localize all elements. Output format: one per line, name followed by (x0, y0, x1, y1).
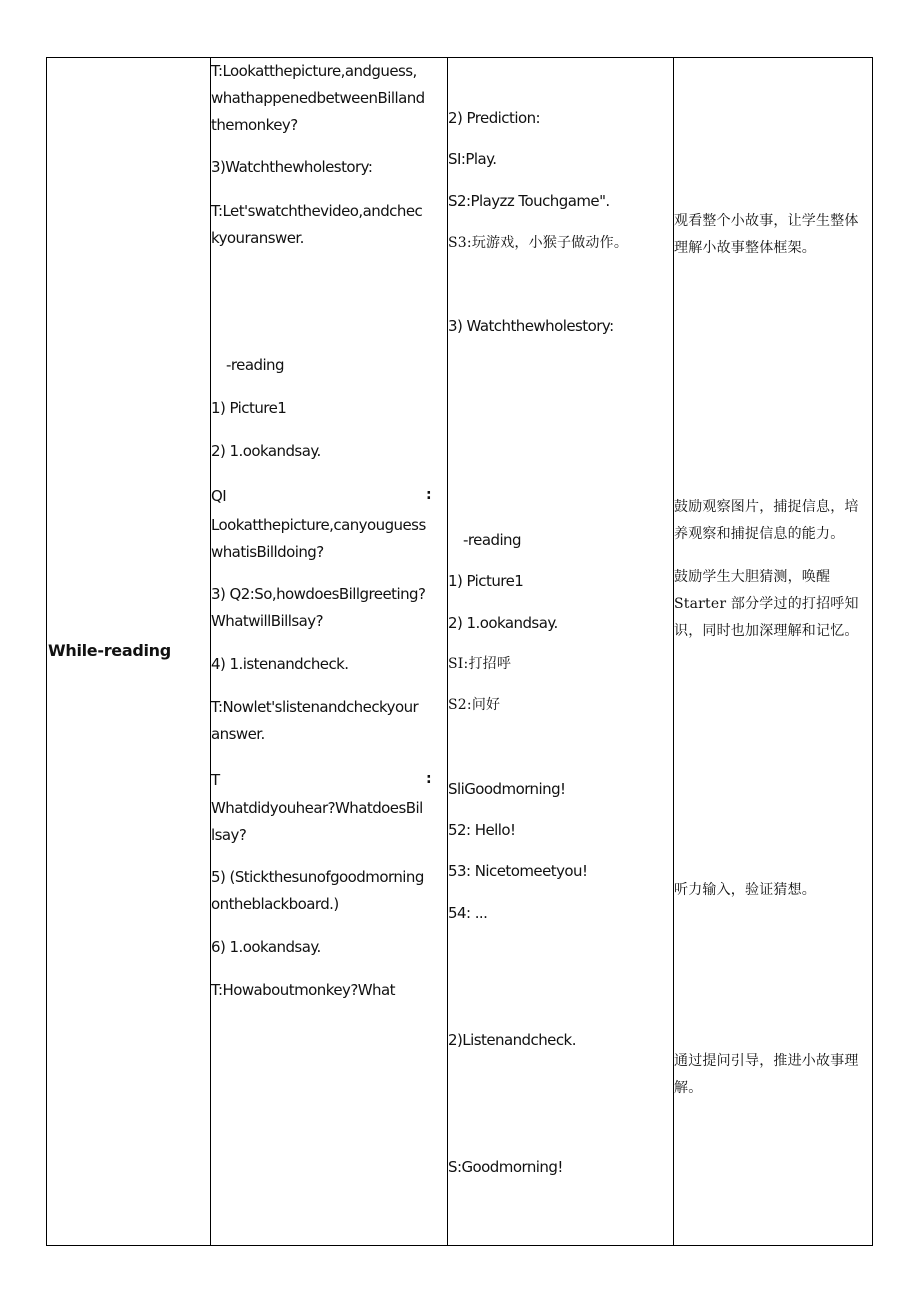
teacher-line: QI (211, 487, 227, 505)
intent-line: 解。 (674, 1080, 703, 1096)
student-line: S:Goodmorning! (448, 1158, 563, 1176)
student-line: S2:Playzz Touchgame". (448, 192, 610, 210)
teacher-activities-cell (211, 58, 447, 1245)
student-line: SI:打招呼 (448, 656, 512, 672)
teacher-line: kyouranswer. (211, 229, 304, 247)
teacher-line: ontheblackboard.) (211, 895, 339, 913)
teacher-line: 3) Q2:So,howdoesBillgreeting? (211, 585, 426, 603)
teacher-line: T:Nowlet'slistenandcheckyour (211, 698, 419, 716)
student-line: SI:Play. (448, 150, 497, 168)
intent-line: 养观察和捕捉信息的能力。 (674, 526, 845, 542)
stage-label: While-reading (48, 641, 171, 660)
teacher-line: 6) 1.ookandsay. (211, 938, 321, 956)
student-line: 52: Hello! (448, 821, 516, 839)
teacher-line: 4) 1.istenandcheck. (211, 655, 349, 673)
student-line: 53: Nicetomeetyou! (448, 862, 588, 880)
intent-line: 鼓励观察图片，捕捉信息，培 (674, 499, 859, 515)
student-activities-cell (448, 58, 673, 1245)
student-line: S3:玩游戏，小猴子做动作。 (448, 235, 629, 251)
design-intent-cell (674, 58, 873, 1245)
teacher-line: WhatwillBillsay? (211, 612, 324, 630)
lesson-table (46, 57, 873, 1246)
stage-cell (47, 58, 210, 1245)
teacher-line: Lookatthepicture,canyouguess (211, 516, 426, 534)
intent-line: 理解小故事整体框架。 (674, 240, 816, 256)
intent-line: 鼓励学生大胆猜测，唤醒 (674, 569, 831, 585)
intent-line: 识，同时也加深理解和记忆。 (674, 623, 859, 639)
teacher-line: 5) (Stickthesunofgoodmorning (211, 868, 424, 886)
student-line: 1) Picture1 (448, 572, 524, 590)
teacher-line: 2) 1.ookandsay. (211, 442, 321, 460)
teacher-line: answer. (211, 725, 265, 743)
intent-line: 观看整个小故事，让学生整体 (674, 213, 859, 229)
intent-line: 听力输入，验证猜想。 (674, 882, 816, 898)
teacher-line: Whatdidyouhear?WhatdoesBil (211, 799, 423, 817)
teacher-line: -reading (226, 356, 284, 374)
teacher-line: whatisBilldoing? (211, 543, 324, 561)
teacher-line: whathappenedbetweenBilland (211, 89, 425, 107)
intent-line: Starter 部分学过的打招呼知 (674, 596, 859, 612)
teacher-line: lsay? (211, 826, 247, 844)
teacher-line: 3)Watchthewholestory: (211, 158, 373, 176)
intent-line: 通过提问引导，推进小故事理 (674, 1053, 859, 1069)
teacher-line: T (211, 771, 220, 789)
teacher-line: T:Lookatthepicture,andguess, (211, 62, 417, 80)
student-line: 2)Listenandcheck. (448, 1031, 576, 1049)
student-line: 3) Watchthewholestory: (448, 317, 614, 335)
teacher-line: T:Let'swatchthevideo,andchec (211, 202, 423, 220)
student-line: SliGoodmorning! (448, 780, 566, 798)
student-line: 54: ... (448, 904, 488, 922)
teacher-line: T:Howaboutmonkey?What (211, 981, 395, 999)
student-line: -reading (463, 531, 521, 549)
teacher-line: themonkey? (211, 116, 298, 134)
teacher-colon: : (426, 487, 432, 503)
teacher-colon: : (426, 771, 432, 787)
student-line: S2:问好 (448, 697, 501, 713)
student-line: 2) 1.ookandsay. (448, 614, 558, 632)
student-line: 2) Prediction: (448, 109, 541, 127)
teacher-line: 1) Picture1 (211, 399, 287, 417)
